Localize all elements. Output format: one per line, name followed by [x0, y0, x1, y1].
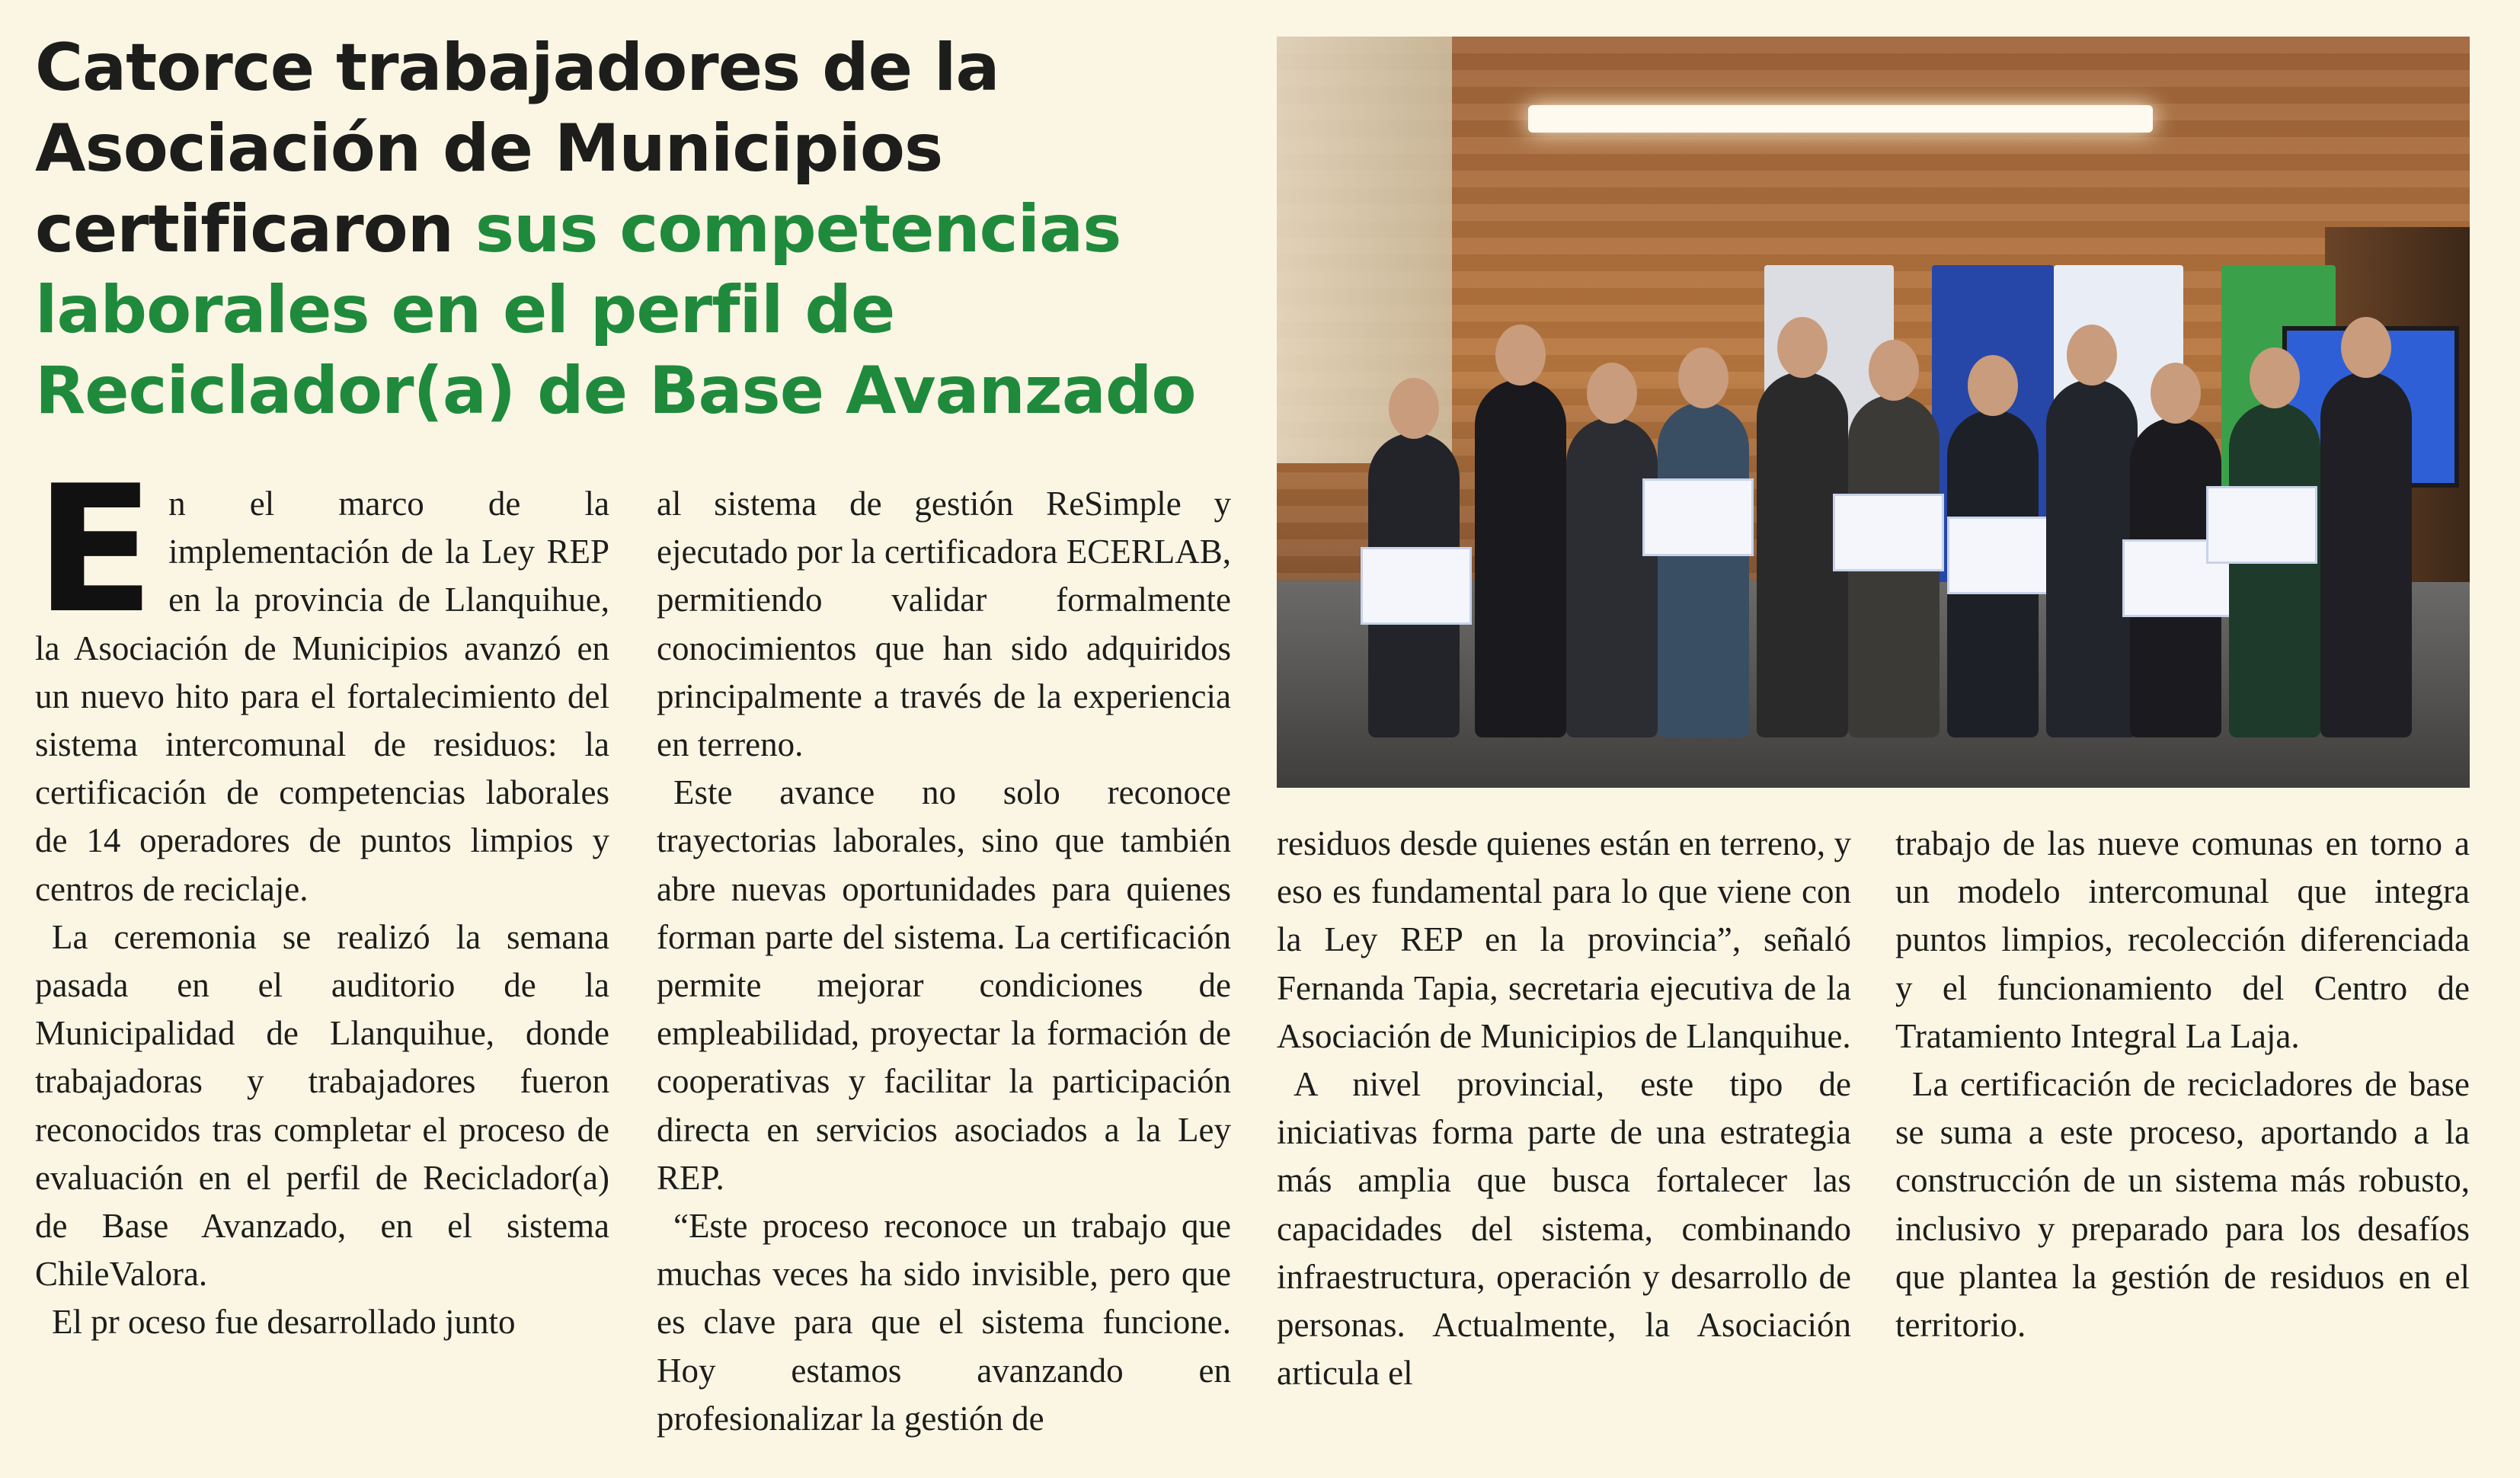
photo-person: [1947, 410, 2039, 737]
article-column-3: [1277, 820, 1851, 1397]
article-paragraph: A nivel provincial, este tipo de iniciativas forma parte de una estrategia más amplia que busca fortalecer las capacidades del sistema, combinando infraestructura, operación y desarrollo de personas. Actualmente, la Asociación articula el: [1277, 1065, 1851, 1393]
photo-person: [1848, 395, 1940, 737]
article-photo: [1277, 37, 2470, 788]
article-column-4: [1895, 820, 2470, 1349]
article-paragraph: [35, 449, 609, 913]
photo-person: [2130, 417, 2221, 737]
photo-ceiling-light: [1528, 105, 2153, 133]
article-paragraph: La ceremonia se realizó la semana pasada en el auditorio de la Municipalidad de Llanquihue, donde trabajadoras y trabajadores fueron reconocidos tras completar el proceso de evaluación en el perfil de Reciclador(a) de Base Avanzado, en el sistema ChileValora.: [35, 917, 609, 1294]
photo-person: [1566, 417, 1658, 737]
drop-cap: E: [35, 449, 155, 652]
article-paragraph: El pr oceso fue desarrollado junto: [52, 1303, 516, 1342]
photo-group: [1361, 326, 2416, 737]
headline-green-part: sus competencias laborales en el perfil de Reciclador(a) de Base Avanzado: [35, 191, 1196, 429]
photo-person: [1368, 433, 1460, 737]
headline-black-part: Catorce trabajadores de la Asociación de Municipios certificaron: [35, 30, 999, 267]
article-paragraph: La certificación de recicladores de base se suma a este proceso, aportando a la construcción de un sistema más robusto, inclusivo y preparado para los desafíos que plantea la gestión de residuos en el territorio.: [1895, 1065, 2470, 1345]
article-paragraph: trabajo de las nueve comunas en torno a un modelo intercomunal que integra puntos limpios, recolección diferenciada y el funcionamiento del Centro de Tratamiento Integral La Laja.: [1895, 824, 2470, 1055]
article-column-2: [657, 480, 1231, 1443]
article-paragraph: al sistema de gestión ReSimple y ejecutado por la certificadora ECERLAB, permitiendo validar formalmente conocimientos que han sido adquiridos principalmente a través de la experiencia en terreno.: [657, 485, 1231, 764]
article-column-1: [35, 449, 609, 1347]
photo-person: [2229, 402, 2320, 737]
photo-person: [1658, 402, 1749, 737]
paragraph-text: n el marco de la implementación de la Ley REP en la provincia de Llanquihue, la Asociación de Municipios avanzó en un nuevo hito para el fortalecimiento del sistema intercomunal de residuos: la certificación de competencias laborales de 14 operadores de puntos limpios y centros de reciclaje.: [35, 485, 609, 908]
photo-person: [1475, 379, 1566, 737]
photo-person: [2320, 372, 2412, 737]
article-paragraph: “Este proceso reconoce un trabajo que muchas veces ha sido invisible, pero que es clave para que el sistema funcione. Hoy estamos avanzando en profesionalizar la gestión de: [657, 1207, 1231, 1438]
article-paragraph: Este avance no solo reconoce trayectorias laborales, sino que también abre nuevas oportunidades para quienes forman parte del sistema. La certificación permite mejorar condiciones de empleabilidad, proyectar la formación de cooperativas y facilitar la participación directa en servicios asociados a la Ley REP.: [657, 773, 1231, 1197]
article-paragraph: residuos desde quienes están en terreno, y eso es fundamental para lo que viene con la Ley REP en la provincia”, señaló Fernanda Tapia, secretaria ejecutiva de la Asociación de Municipios de Llanquihue.: [1277, 824, 1851, 1055]
headline: [35, 27, 1254, 431]
